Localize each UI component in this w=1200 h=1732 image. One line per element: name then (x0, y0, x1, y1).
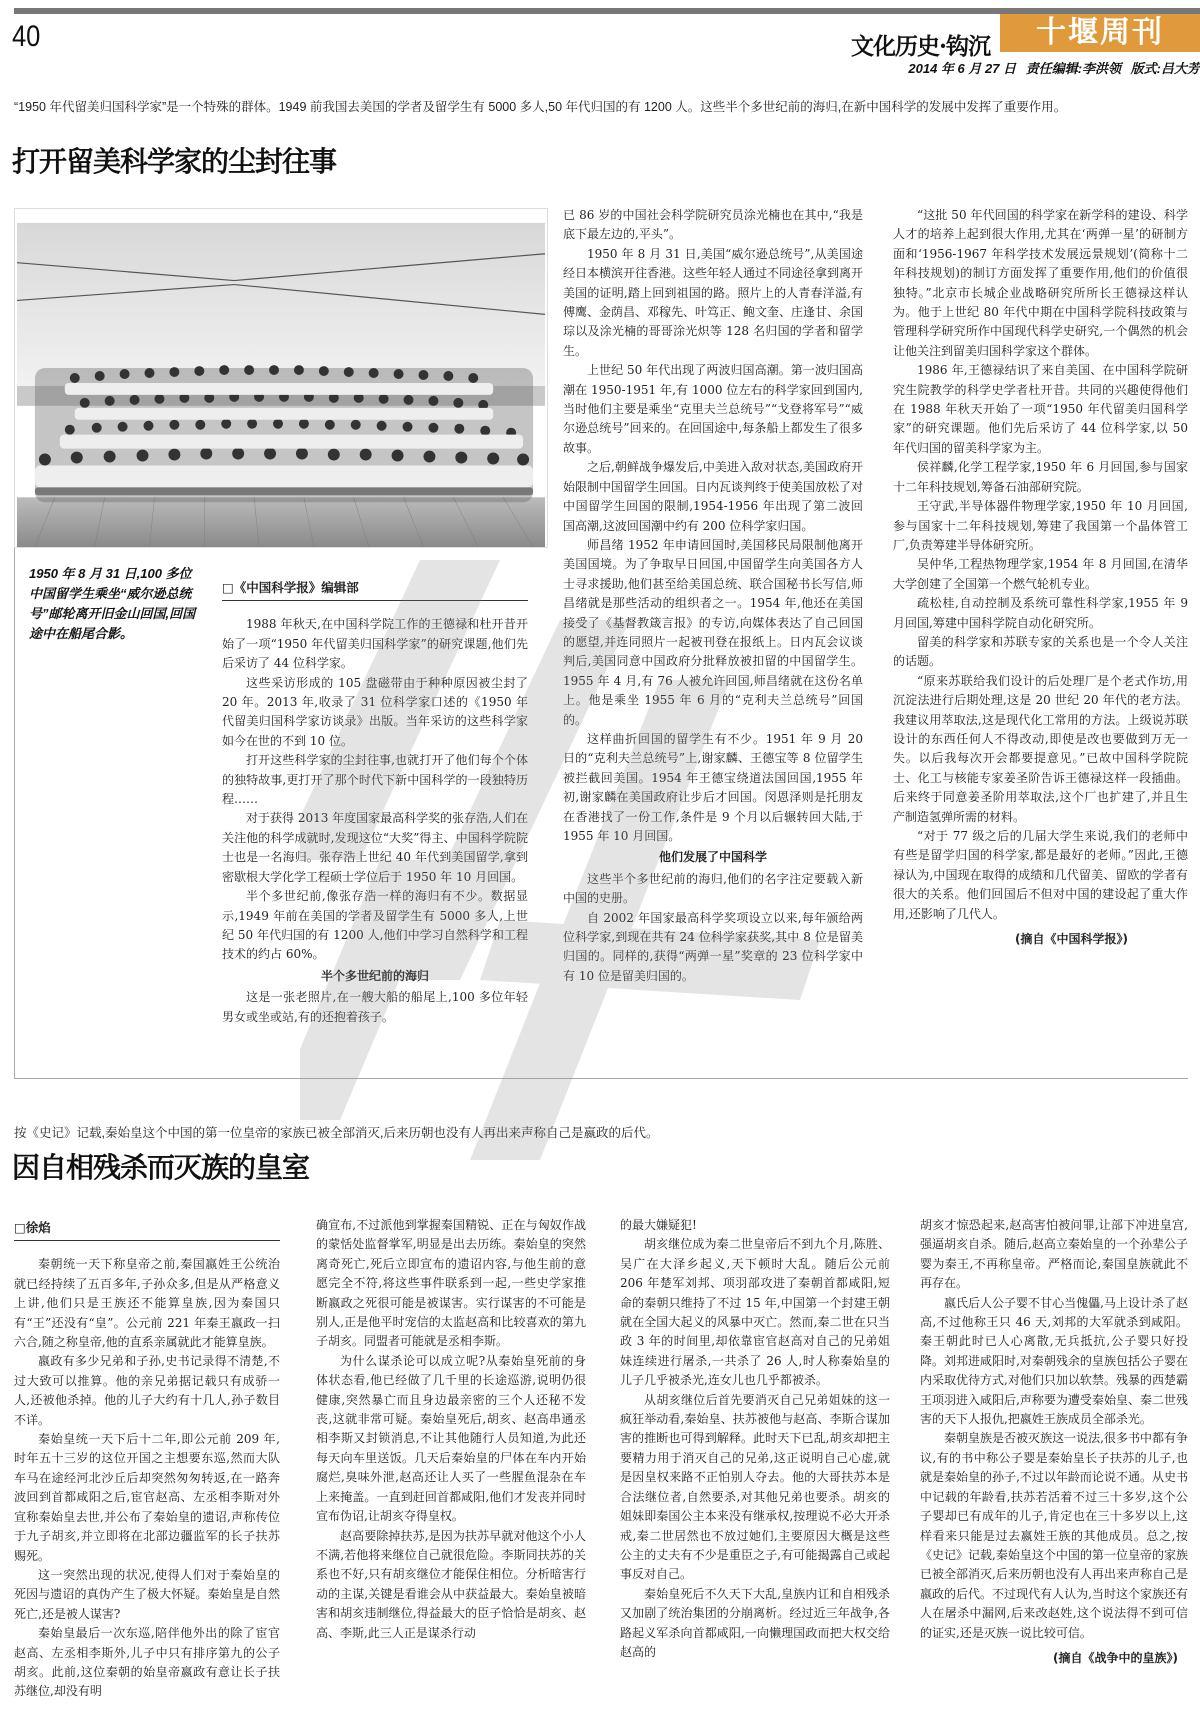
paragraph: 打开这些科学家的尘封往事,也就打开了他们每个个体的独特故事,更打开了那个时代下新中国科学的一段独特历程…… (222, 753, 528, 807)
article-divider (14, 1078, 1188, 1079)
paragraph: 疏松桂,自动控制及系统可靠性科学家,1955 年 9 月回国,筹建中国科学院自动化研究所。 (893, 596, 1188, 630)
paragraph: 这些半个多世纪前的海归,他们的名字注定要载入新中国的史册。 (563, 871, 863, 906)
article2-lead: 按《史记》记载,秦始皇这个中国的第一位皇帝的家族已被全部消灭,后来历朝也没有人再出来声称自己是嬴政的后代。 (14, 1126, 659, 1140)
subheading: 他们发展了中国科学 (658, 850, 767, 865)
paragraph: 为什么谋杀论可以成立呢?从秦始皇死前的身体状态看,他已经做了几千里的长途巡游,说明仍很健康,突然暴亡而且身边最亲密的三个人还秘不发丧,这就非常可疑。秦始皇死后,胡亥、赵高串通丞相李斯又封锁消息,不让其他随行人员知道,为此还每天向车里送饭。几天后秦始皇的尸体在车内开始腐烂,臭味外泄,赵高还让人买了一些腥鱼混杂在车上来掩盖。一直到赶回首都咸阳,他们才发丧并同时宣布伪诏,让胡亥夺得皇权。 (316, 1353, 586, 1524)
paragraph: 之后,朝鲜战争爆发后,中美进入敌对状态,美国政府开始限制中国留学生回国。日内瓦谈判终于使美国放松了对中国留学生回国的限制,1954-1956 年出现了第二波回国高潮,这波回国潮中约有 200 位科学家归国。 (563, 460, 864, 533)
paragraph: 确宣布,不过派他到掌握秦国精锐、正在与匈奴作战的蒙恬处监督掌军,明显是出去历练。秦始皇的突然离奇死亡,死后立即宣布的遗诏内容,与他生前的意愿完全不符,将这些事件联系到一起,一些史学家推断嬴政之死很可能是被谋害。实行谋害的不可能是别人,正是他平时宠信的太监赵高和比较喜欢的第九子胡亥。同盟者可能就是丞相李斯。 (316, 1218, 586, 1349)
paragraph: 赵高要除掉扶苏,是因为扶苏早就对他这个小人不满,若他将来继位自己就很危险。李斯同扶苏的关系也不好,只有胡亥继位才能保住相位。分析暗害行动的主谋,关键是看谁会从中获益最大。秦始皇被暗害和胡亥违制继位,得益最大的臣子恰恰是胡亥、赵高、李斯,此三人正是谋杀行动 (316, 1528, 586, 1640)
layout-credit: 版式:吕大芳 (1130, 61, 1200, 76)
paragraph: “对于 77 级之后的几届大学生来说,我们的老师中有些是留学归国的科学家,都是最好的老师。”因此,王德禄认为,中国现在取得的成绩和几代留美、留欧的学者有很大的关系。他们回国后不但对中国的建设起了重大作用,还影响了几代人。 (893, 829, 1188, 921)
issue-date: 2014 年 6 月 27 日 (908, 61, 1017, 76)
paragraph: “这批 50 年代回国的科学家在新学科的建设、科学人才的培养上起到很大作用,尤其在‘两弹一星’的研制方面和‘1956-1967 年科学技术发展远景规划’(简称十二年科技规划)的制订方面发挥了重要作用,他们的价值很独特。”北京市长城企业战略研究所所长王德禄这样认为。他于上世纪 80 年代中期在中国科学院科技政策与管理科学研究所作中国现代科学史研究,一个偶然的机会让他关注到留美归国科学家这个群体。 (893, 208, 1188, 358)
photo-caption: 1950 年 8 月 31 日,100 多位中国留学生乘坐“威尔逊总统号”邮轮离开旧金山回国,回国途中在船尾合影。 (29, 566, 196, 641)
photo-caption-box (14, 548, 204, 1078)
article2-source: (摘自《战争中的皇族》) (1053, 1650, 1178, 1665)
article1-column-1 (222, 578, 528, 1027)
paragraph: 嬴政有多少兄弟和子孙,史书记录得不清楚,不过大致可以推算。他的亲兄弟据记载只有成骄一人,还被他杀掉。他的儿子大约有十几人,孙子数目不详。 (14, 1354, 280, 1427)
paragraph: 这样曲折回国的留学生有不少。1951 年 9 月 20 日的“克利夫兰总统号”上,谢家麟、王德宝等 8 位留学生被拦截回美国。1954 年王德宝绕道法国回国,1955 年初,谢家麟在美国政府让步后才回国。闵恩泽则是托朋友在香港找了一份工作,条件是 9 个月以后辗转回大陆,于 1955 年 10 月回国。 (563, 731, 863, 843)
editor-credit: 责任编辑:李洪领 (1025, 61, 1122, 76)
paragraph: 上世纪 50 年代出现了两波归国高潮。第一波归国高潮在 1950-1951 年,有 1000 位左右的科学家回到国内,当时他们主要是乘坐“克里夫兰总统号”“戈登将军号”“威尔逊总统号”回来的。在回国途中,每条船上都发生了很多故事。 (563, 363, 863, 455)
article1-source: (摘自《中国科学报》) (1015, 932, 1128, 947)
paragraph: 侯祥麟,化学工程学家,1950 年 6 月回国,参与国家十二年科技规划,筹备石油部研究院。 (893, 460, 1188, 494)
article1-byline: □《中国科学报》编辑部 (222, 578, 528, 601)
article1-title: 打开留美科学家的尘封往事 (12, 145, 337, 178)
paragraph: 半个多世纪前,像张存浩一样的海归有不少。数据显示,1949 年前在美国的学者及留学生有 5000 多人,上世纪 50 年代归国的有 1200 人,他们中学习自然科学和工程技术的约占 60%。 (222, 889, 528, 962)
paragraph: 的最大嫌疑犯! (620, 1218, 697, 1232)
paragraph: 1950 年 8 月 31 日,美国“威尔逊总统号”,从美国途经日本横滨开往香港。这些年轻人通过不同途径拿到离开美国的证明,踏上回到祖国的路。照片上的人青春洋溢,有傅鹰、金荫昌、邓稼先、叶笃正、鲍文奎、庄逢甘、余国琮以及涂光楠的哥哥涂光炽等 128 名归国的学者和留学生。 (563, 246, 864, 358)
paragraph: 胡亥继位成为秦二世皇帝后不到九个月,陈胜、吴广在大泽乡起义,天下顿时大乱。随后公元前 206 年楚军刘邦、项羽部攻进了秦朝首都咸阳,短命的秦朝只维持了不过 15 年,中国第一个封建王朝就在全国大起义的风暴中灭亡。然而,秦二世在只当政 3 年的时间里,却依靠宦官赵高对自己的兄弟姐妹连续进行屠杀,一共杀了 26 人,时人称秦始皇的儿子几乎被杀光,连女儿也几乎都被杀。 (620, 1237, 890, 1388)
paragraph: 胡亥才惊恐起来,赵高害怕被问罪,让部下冲进皇宫,强逼胡亥自杀。随后,赵高立秦始皇的一个孙辈公子婴为秦王,不再称皇帝。严格而论,秦国皇族就此不再存在。 (920, 1218, 1188, 1291)
paragraph: 秦始皇最后一次东巡,陪伴他外出的除了宦官赵高、左丞相李斯外,儿子中只有排序第九的公子胡亥。此前,这位秦朝的始皇帝嬴政有意让长子扶苏继位,却没有明 (14, 1626, 280, 1699)
article1-column-2 (563, 206, 863, 986)
paragraph: 这些采访形成的 105 盘磁带由于种种原因被尘封了 20 年。2013 年,收录了 31 位科学家口述的《1950 年代留美归国科学家访谈录》出版。当年采访的这些科学家如今在世的不到 10 位。 (222, 675, 528, 748)
paragraph: 对于获得 2013 年度国家最高科学奖的张存浩,人们在关注他的科学成就时,发现这位“大奖”得主、中国科学院院士也是一名海归。张存浩上世纪 40 年代到美国留学,拿到密歇根大学化学工程硕士学位后于 1950 年 10 月回国。 (222, 811, 528, 884)
paragraph: 吴仲华,工程热物理学家,1954 年 8 月回国,在清华大学创建了全国第一个燃气轮机专业。 (893, 557, 1188, 591)
paragraph: 秦朝统一天下称皇帝之前,秦国嬴姓王公统治就已经持续了五百多年,子孙众多,但是从严格意义上讲,他们只是王族还不能算皇族,因为秦国只有“王”还没有“皇”。公元前 221 年秦王嬴政一扫六合,随之称皇帝,他的直系亲属就此才能算皇族。 (14, 1257, 280, 1350)
paragraph: 1986 年,王德禄结识了来自美国、在中国科学院研究生院教学的科学史学者杜开昔。共同的兴趣使得他们在 1988 年秋天开始了一项“1950 年代留美归国科学家”的研究课题。他们先后采访了 44 位科学家,以 50 年代归国的留美科学家为主。 (893, 363, 1188, 455)
subheading: 半个多世纪前的海归 (320, 968, 429, 983)
paragraph: 这是一张老照片,在一艘大船的船尾上,100 多位年轻男女或坐或站,有的还抱着孩子。 (222, 990, 528, 1024)
article2-byline: □徐焰 (14, 1218, 280, 1241)
paragraph: 嬴氏后人公子婴不甘心当傀儡,马上设计杀了赵高,不过他称王只 46 天,刘邦的大军就杀到咸阳。秦王朝此时已人心离散,无兵抵抗,公子婴只好投降。刘邦进咸阳时,对秦朝残余的皇族包括公子婴在内采取优待方式,对他们只加以软禁。残暴的西楚霸王项羽进入咸阳后,声称要为遭受秦始皇、秦二世残害的天下人报仇,把嬴姓王族成员全部杀光。 (920, 1295, 1188, 1427)
brand-logo: 十堰周刊 (1000, 14, 1200, 52)
paragraph: 师昌绪 1952 年申请回国时,美国移民局限制他离开美国国境。为了争取早日回国,中国留学生向美国各方人士寻求援助,他们甚至给美国总统、联合国秘书长写信,师昌绪就是那些活动的组织者之一。1954 年,他还在美国接受了《基督教箴言报》的专访,向媒体表达了自己回国的愿望,并连同照片一起被刊登在报纸上。日内瓦会议谈判后,美国同意中国政府分批释放被扣留的中国留学生。1955 年 4 月,有 76 人被允许回国,师昌绪就在这份名单上。他是乘坐 1955 年 6 月的“克利夫兰总统号”回国的。 (563, 537, 863, 727)
dateline (902, 58, 1200, 77)
group-photo (14, 208, 548, 548)
article2-column-4 (920, 1216, 1188, 1668)
paragraph: 从胡亥继位后首先要消灭自己兄弟姐妹的这一疯狂举动看,秦始皇、扶苏被他与赵高、李斯合谋加害的推断也可得到解释。此时天下已乱,胡亥却把主要精力用于消灭自己的兄弟,这正说明自己心虚,就是因皇权来路不正怕别人夺去。他的大哥扶苏本是合法继位者,自然要杀,对其他兄弟也要杀。胡亥的姐妹即秦国公主本来没有继承权,按理说不必大开杀戒,秦二世居然也不放过她们,主要原因大概是这些公主的丈夫有不少是重臣之子,有可能揭露自己或起事反对自己。 (620, 1392, 890, 1582)
paragraph: 秦始皇死后不久天下大乱,皇族内讧和自相残杀又加剧了统治集团的分崩离析。经过近三年战争,各路起义军杀向首都咸阳,一向懒理国政而把大权交给赵高的 (620, 1586, 890, 1659)
paragraph: 1988 年秋天,在中国科学院工作的王德禄和杜开昔开始了一项“1950 年代留美归国科学家”的研究课题,他们先后采访了 44 位科学家。 (222, 617, 528, 671)
paragraph: 已 86 岁的中国社会科学院研究员涂光楠也在其中,“我是底下最左边的,平头”。 (563, 208, 863, 242)
article1-column-3 (893, 206, 1188, 949)
page-number: 40 (12, 20, 41, 53)
paragraph: “原来苏联给我们设计的后处理厂是个老式作坊,用沉淀法进行后期处理,这是 20 世纪 20 年代的老方法。我建议用萃取法,这是现代化工常用的方法。上级说苏联设计的东西任何人不得改动,即使是改也要做到万无一失。以后我每次开会都要提意见。”已故中国科学院院士、化工与核能专家姜圣阶告诉王德禄这样一段插曲。后来终于同意姜圣阶用萃取法,这个厂也扩建了,并且生产制造氢弹所需的材料。 (893, 673, 1188, 824)
paragraph: 秦朝皇族是否被灭族这一说法,很多书中都有争议,有的书中称公子婴是秦始皇长子扶苏的儿子,也就是秦始皇的孙子,不过以年龄而论说不通。从史书中记载的年龄看,扶苏若活着不过三十多岁,这个公子婴却已有成年的儿子,肯定也在三十多岁以上,这样看来只能是过去嬴姓王族的其他成员。总之,按《史记》记载,秦始皇这个中国的第一位皇帝的家族已被全部消灭,后来历朝也没有人再出来声称自己是嬴政的后代。不过现代有人认为,当时这个家族还有人在屠杀中漏网,后来改赵姓,这个说法得不到可信的证实,还是灭族一说比较可信。 (920, 1431, 1188, 1640)
paragraph: 这一突然出现的状况,使得人们对于秦始皇的死因与遗诏的真伪产生了极大怀疑。秦始皇是自然死亡,还是被人谋害? (14, 1567, 280, 1621)
paragraph: 自 2002 年国家最高科学奖项设立以来,每年颁给两位科学家,到现在共有 24 位科学家获奖,其中 8 位是留美归国的。同样的,获得“两弹一星”奖章的 23 位科学家中有 10 位是留美归国的。 (563, 910, 863, 983)
ship-deck-photo-image (15, 209, 547, 547)
article1-lead: “1950 年代留美归国科学家”是一个特殊的群体。1949 前我国去美国的学者及留学生有 5000 多人,50 年代归国的有 1200 人。这些半个多世纪前的海归,在新中国科学的发展中发挥了重要作用。 (14, 100, 1067, 114)
article2-column-1 (14, 1218, 280, 1702)
section-name: 文化历史·钩沉 (850, 33, 990, 60)
article2-title: 因自相残杀而灭族的皇室 (12, 1151, 310, 1184)
paragraph: 秦始皇统一天下后十二年,即公元前 209 年,时年五十三岁的这位开国之主想要东巡,然而大队车马在途经河北沙丘后却突然匆匆转返,在一路奔波回到首都咸阳之后,宦官赵高、左丞相李斯对外宣称秦始皇去世,并公布了秦始皇的遗诏,声称传位于九子胡亥,并立即将在北部边疆监军的长子扶苏赐死。 (14, 1432, 280, 1563)
paragraph: 王守武,半导体器件物理学家,1950 年 10 月回国,参与国家十二年科技规划,筹建了我国第一个晶体管工厂,负责筹建半导体研究所。 (893, 499, 1188, 552)
paragraph: 留美的科学家和苏联专家的关系也是一个令人关注的话题。 (893, 634, 1188, 669)
article2-column-2 (316, 1216, 586, 1643)
article2-column-3 (620, 1216, 890, 1662)
